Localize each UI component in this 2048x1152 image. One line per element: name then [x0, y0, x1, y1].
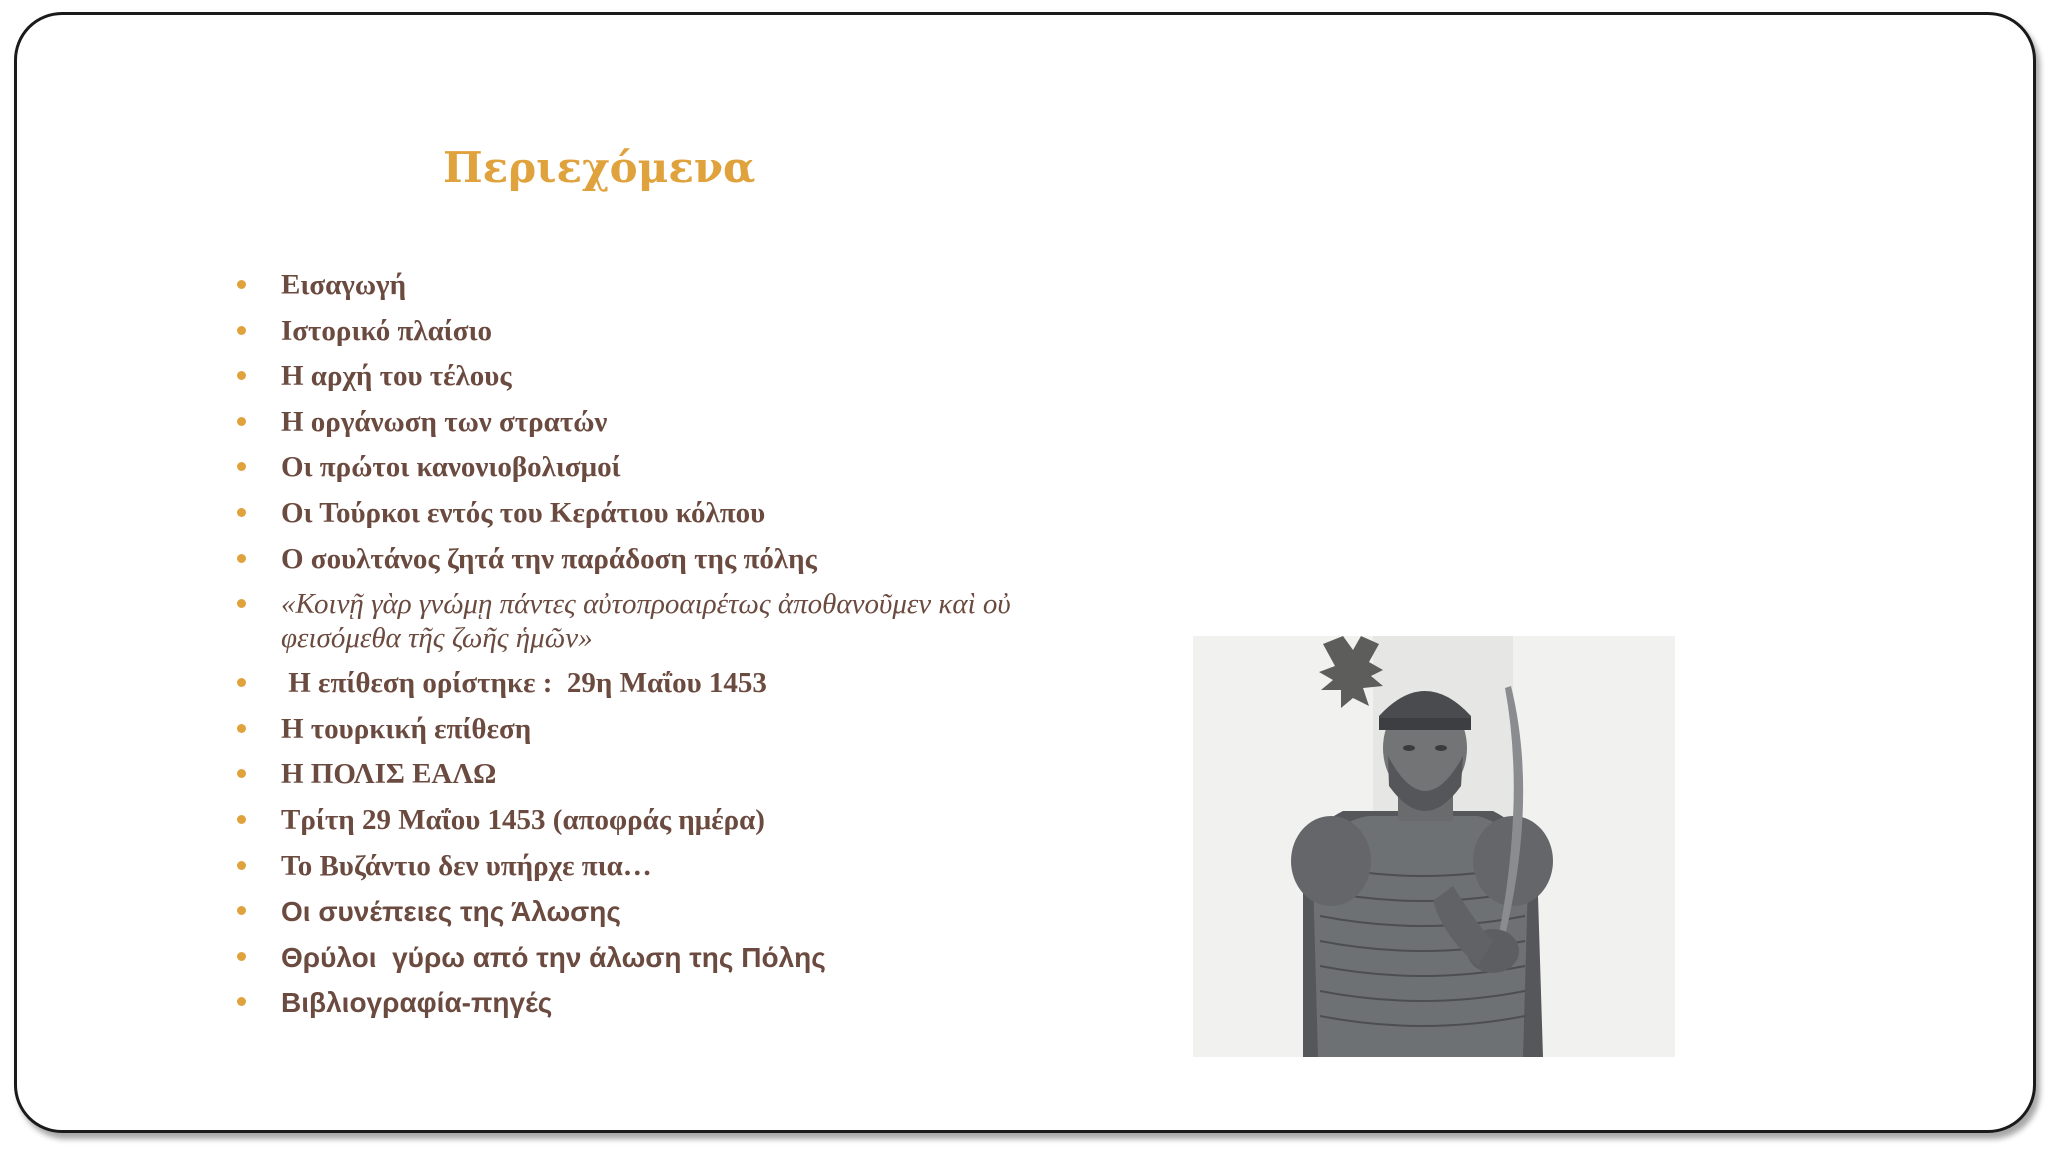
list-item-label: Εισαγωγή — [281, 269, 407, 301]
list-item-label: Βιβλιογραφία-πηγές — [281, 987, 553, 1019]
list-item-label: Η οργάνωση των στρατών — [281, 405, 608, 438]
bullet-icon — [237, 678, 246, 687]
list-item-label: Ο σουλτάνος ζητά την παράδοση της πόλης — [281, 542, 817, 575]
bullet-icon — [237, 554, 246, 563]
list-item — [237, 707, 1057, 753]
list-item — [237, 752, 1057, 798]
slide-frame — [14, 12, 2036, 1133]
list-item-label: Ιστορικό πλαίσιο — [281, 314, 493, 347]
slide-title: Περιεχόμενα — [443, 143, 756, 192]
list-item — [237, 844, 1057, 890]
list-item — [237, 309, 1057, 355]
list-item — [237, 537, 1057, 583]
list-item-label: Η επίθεση ορίστηκε : 29η Μαΐου 1453 — [281, 667, 767, 700]
list-item-label: Το Βυζάντιο δεν υπήρχε πια… — [281, 849, 652, 882]
bullet-icon — [237, 724, 246, 733]
bullet-icon — [237, 997, 246, 1006]
list-item-label: Οι πρώτοι κανονιοβολισμοί — [281, 451, 621, 484]
list-item-label: Η ΠΟΛΙΣ ΕΑΛΩ — [281, 758, 497, 791]
quote-text: «Κοινῇ γὰρ γνώμῃ πάντες αὐτοπροαιρέτως ἀποθανοῦμεν καὶ οὐ φεισόμεθα τῆς ζωῆς ἡμῶν» — [281, 588, 1011, 655]
list-item-label: Η τουρκική επίθεση — [281, 712, 532, 745]
bullet-icon — [237, 280, 246, 289]
table-of-contents — [237, 263, 1057, 1026]
list-item-label: Τρίτη 29 Μαΐου 1453 (αποφράς ημέρα) — [281, 803, 765, 836]
list-item — [237, 445, 1057, 491]
bullet-icon — [237, 952, 246, 961]
bullet-icon — [237, 815, 246, 824]
list-item — [237, 980, 1057, 1026]
list-item-label: Οι συνέπειες της Άλωσης — [281, 896, 621, 928]
bullet-icon — [237, 769, 246, 778]
list-item-label: Οι Τούρκοι εντός του Κεράτιου κόλπου — [281, 496, 766, 529]
bullet-icon — [237, 906, 246, 915]
list-item — [237, 798, 1057, 844]
bullet-icon — [237, 417, 246, 426]
list-item — [237, 889, 1057, 935]
list-item-label: Θρύλοι γύρω από την άλωση της Πόλης — [281, 941, 826, 973]
bullet-icon — [237, 599, 246, 608]
bullet-icon — [237, 508, 246, 517]
list-item — [237, 263, 1057, 309]
bullet-icon — [237, 326, 246, 335]
list-item-label: Η αρχή του τέλους — [281, 360, 512, 393]
bullet-icon — [237, 861, 246, 870]
list-item — [237, 935, 1057, 981]
statue-photo — [1193, 636, 1675, 1057]
bullet-icon — [237, 462, 246, 471]
list-item — [237, 400, 1057, 446]
list-item — [237, 491, 1057, 537]
list-item — [237, 354, 1057, 400]
list-item — [237, 661, 1057, 707]
list-item-quote — [237, 582, 1057, 661]
statue-illustration — [1193, 636, 1675, 1057]
bullet-icon — [237, 371, 246, 380]
